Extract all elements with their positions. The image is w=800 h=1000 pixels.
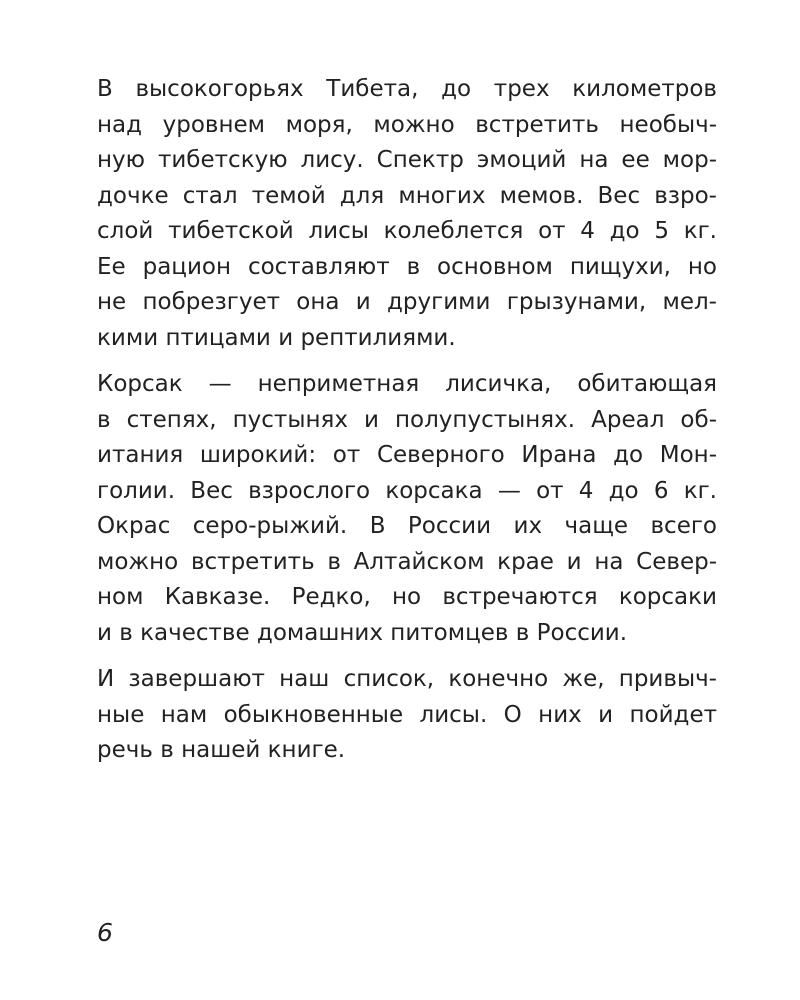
text-line: речь в нашей книге. — [97, 737, 346, 763]
text-line: ном Кавказе. Редко, но встречаются корсаки — [97, 584, 717, 610]
paragraph-tibetan-fox — [97, 72, 717, 356]
text-line: итания широкий: от Северного Ирана до Мон- — [97, 442, 717, 468]
text-line: ную тибетскую лису. Спектр эмоций на ее мор- — [97, 147, 717, 173]
text-line: дочке стал темой для многих мемов. Вес взро- — [97, 182, 717, 209]
text-line: слой тибетской лисы колеблется от 4 до 5 кг. — [97, 218, 717, 244]
text-line: над уровнем моря, можно встретить необыч- — [97, 111, 717, 138]
text-line: не побрезгует она и другими грызунами, мел- — [97, 289, 717, 315]
text-line: Ее рацион составляют в основном пищухи, но — [97, 253, 717, 280]
text-line: В высокогорьях Тибета, до трех километров — [97, 76, 717, 102]
page-number: 6 — [97, 918, 113, 947]
text-line: кими птицами и рептилиями. — [97, 324, 456, 351]
text-line: в степях, пустынях и полупустынях. Ареал об- — [97, 406, 717, 433]
text-line: Окрас серо-рыжий. В России их чаще всего — [97, 513, 717, 539]
text-line: ные нам обыкновенные лисы. О них и пойдет — [97, 701, 717, 728]
paragraph-corsac-fox — [97, 367, 717, 651]
text-line: Корсак — неприметная лисичка, обитающая — [97, 371, 717, 397]
text-line: и в качестве домашних питомцев в России. — [97, 619, 628, 646]
text-line: И завершают наш список, конечно же, привыч- — [97, 666, 717, 692]
text-line: можно встретить в Алтайском крае и на Север- — [97, 548, 717, 575]
text-line: голии. Вес взрослого корсака — от 4 до 6 кг. — [97, 477, 717, 504]
paragraph-common-fox — [97, 662, 717, 769]
body-text — [97, 72, 717, 780]
